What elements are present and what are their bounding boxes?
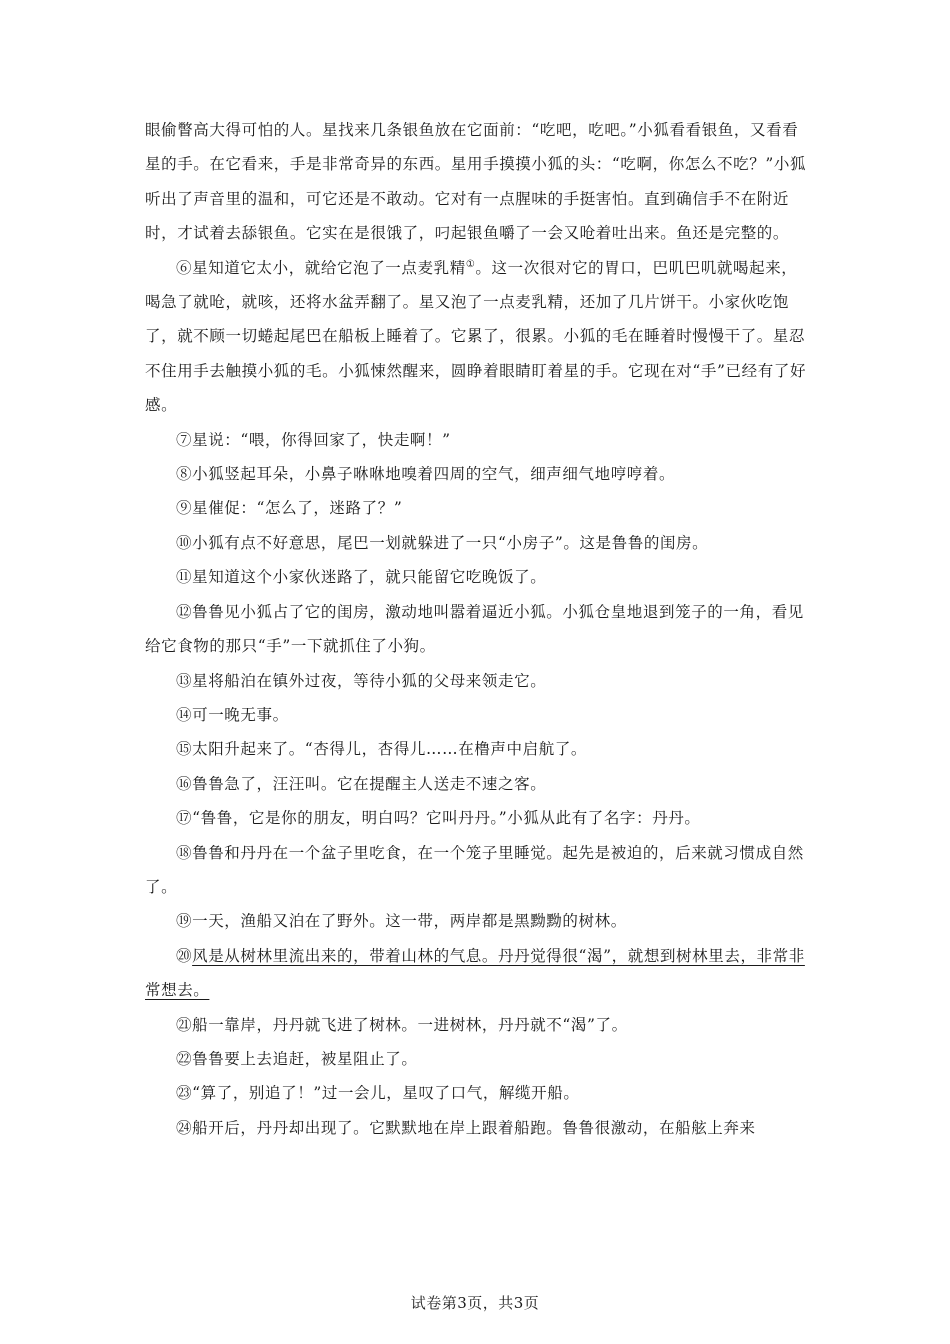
paragraph-text: 船开后，丹丹却出现了。它默默地在岸上跟着船跑。鲁鲁很激动，在船舷上奔来: [192, 1118, 756, 1137]
paragraph-number: ⑬: [176, 671, 193, 690]
paragraph-number: ㉑: [176, 1015, 193, 1034]
paragraph-text: 太阳升起来了。“杏得儿，杏得儿……在橹声中启航了。: [192, 740, 588, 759]
paragraph-text: 星催促：“怎么了，迷路了？”: [192, 499, 403, 518]
paragraph-text: 。这一次很对它的胃口，巴叽巴叽就喝起来，喝急了就呛，就咳，还将水盆弄翻了。星又泡了一点麦乳精，还加了几片饼干。小家伙吃饱了，就不顾一切蜷起尾巴在船板上睡着了。它累了，很累。小狐的毛在睡着时慢慢干了。星忍不住用手去触摸小狐的毛。小狐悚然醒来，圆睁着眼睛盯着星的手。它现在对“手”已经有了好感。: [145, 258, 807, 415]
paragraph-text: 小狐竖起耳朵，小鼻子咻咻地嗅着四周的空气，细声细气地哼哼着。: [192, 465, 676, 484]
paragraph-number: ⑮: [176, 740, 193, 759]
paragraph-text: 船一靠岸，丹丹就飞进了树林。一进树林，丹丹就不“渴”了。: [192, 1015, 628, 1034]
paragraph-text: “鲁鲁，它是你的朋友，明白吗？它叫丹丹。”小狐从此有了名字：丹丹。: [192, 809, 701, 828]
paragraph-number: ⑭: [176, 705, 193, 724]
paragraph-number: ⑨: [176, 499, 193, 518]
paragraph-number: ⑪: [176, 568, 193, 587]
paragraph-14: [145, 698, 810, 732]
paragraph-9: [145, 491, 810, 525]
paragraph-number: ⑱: [176, 843, 193, 862]
paragraph-text: 鲁鲁见小狐占了它的闺房，激动地叫嚣着逼近小狐。小狐仓皇地退到笼子的一角，看见给它食物的那只“手”一下就抓住了小狗。: [145, 602, 804, 656]
paragraph-number: ㉔: [176, 1118, 193, 1137]
paragraph-text: 鲁鲁和丹丹在一个盆子里吃食，在一个笼子里睡觉。起先是被迫的，后来就习惯成自然了。: [145, 843, 804, 896]
paragraph-number: ㉓: [176, 1084, 193, 1103]
underlined-sentence: 风是从树林里流出来的，带着山林的气息。丹丹觉得很“渴”，就想到树林里去，非常非常想去。: [145, 946, 805, 1000]
paragraph-number: ⑲: [176, 912, 193, 931]
paragraph-10: [145, 526, 810, 560]
paragraph-text: 星知道它太小，就给它泡了一点麦乳精: [192, 258, 466, 277]
paragraph-number: ⑥: [176, 258, 193, 277]
page-footer: 试卷第3页，共3页: [410, 1294, 540, 1312]
paragraph-12: [145, 595, 810, 664]
paragraph-6: [145, 251, 810, 423]
paragraph-11: [145, 560, 810, 594]
paragraph-21: [145, 1008, 810, 1042]
footnote-marker: ①: [465, 258, 476, 270]
paragraph-18: [145, 836, 810, 905]
paragraph-24: [145, 1111, 810, 1145]
paragraph-number: ㉒: [176, 1049, 193, 1068]
passage-body: [145, 113, 810, 1145]
paragraph-number: ⑦: [176, 430, 193, 449]
paragraph-20: [145, 939, 810, 1008]
paragraph-number: ⑳: [176, 946, 193, 965]
paragraph-text: 星知道这个小家伙迷路了，就只能留它吃晚饭了。: [192, 568, 547, 587]
paragraph-number: ⑧: [176, 465, 193, 484]
paragraph-15: [145, 732, 810, 766]
paragraph-16: [145, 767, 810, 801]
paragraph-number: ⑩: [176, 533, 193, 552]
paragraph-text: “算了，别追了！”过一会儿，星叹了口气，解缆开船。: [192, 1084, 580, 1103]
paragraph-text: 小狐有点不好意思，尾巴一划就躲进了一只“小房子”。这是鲁鲁的闺房。: [192, 533, 709, 552]
paragraph-8: [145, 457, 810, 491]
paragraph-7: [145, 423, 810, 457]
paragraph-19: [145, 904, 810, 938]
paragraph-number: ⑰: [176, 809, 193, 828]
paragraph-text: 可一晚无事。: [192, 705, 289, 724]
paragraph-5-continued: [145, 113, 810, 251]
paragraph-22: [145, 1042, 810, 1076]
paragraph-17: [145, 801, 810, 835]
paragraph-number: ⑫: [176, 602, 193, 621]
paragraph-text: 星将船泊在镇外过夜，等待小狐的父母来领走它。: [192, 671, 547, 690]
paragraph-text: 星说：“喂，你得回家了，快走啊！”: [192, 430, 451, 449]
paragraph-text: 一天，渔船又泊在了野外。这一带，两岸都是黑黝黝的树林。: [192, 912, 627, 931]
paragraph-23: [145, 1076, 810, 1110]
paragraph-text: 鲁鲁要上去追赶，被星阻止了。: [192, 1049, 418, 1068]
paragraph-13: [145, 664, 810, 698]
paragraph-number: ⑯: [176, 774, 193, 793]
paragraph-text: 鲁鲁急了，汪汪叫。它在提醒主人送走不速之客。: [192, 774, 547, 793]
paragraph-text: 眼偷瞥高大得可怕的人。星找来几条银鱼放在它面前：“吃吧，吃吧。”小狐看看银鱼，又看看星的手。在它看来，手是非常奇异的东西。星用手摸摸小狐的头：“吃啊，你怎么不吃？”小狐听出了声音里的温和，可它还是不敢动。它对有一点腥味的手挺害怕。直到确信手不在附近时，才试着去舔银鱼。它实在是很饿了，叼起银鱼嚼了一会又呛着吐出来。鱼还是完整的。: [145, 121, 807, 243]
